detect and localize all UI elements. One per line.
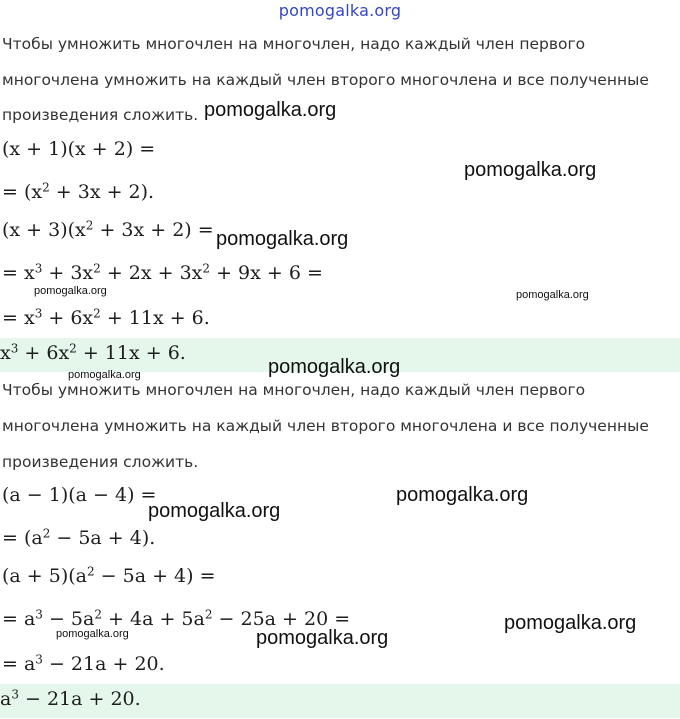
- site-link[interactable]: pomogalka.org: [278, 1, 402, 20]
- watermark: pomogalka.org: [148, 500, 281, 522]
- math-step: (a − 1)(a − 4) =: [2, 484, 157, 506]
- math-step: = $a^3 - 5a^2 + 4a + 5a^2 - 25a + 20$ =: [2, 607, 351, 630]
- answer-text: $a^3 - 21a + 20$.: [0, 687, 141, 710]
- math-step: = $x^3 + 6x^2 + 11x + 6$.: [2, 306, 210, 329]
- math-step: = $(x^2 + 3x + 2)$.: [2, 180, 155, 203]
- watermark: pomogalka.org: [504, 612, 637, 634]
- watermark: pomogalka.org: [34, 285, 107, 297]
- answer-text: $x^3 + 6x^2 + 11x + 6$.: [0, 341, 186, 364]
- rule-line: многочлена умножить на каждый член второго многочлена и все полученные: [2, 71, 649, 89]
- rule-line: произведения сложить.: [2, 106, 199, 124]
- math-step: = $(a^2 - 5a + 4)$.: [2, 526, 156, 549]
- math-step: $(x + 3)(x^2 + 3x + 2)$ =: [2, 218, 214, 241]
- rule-line: многочлена умножить на каждый член второго многочлена и все полученные: [2, 417, 649, 435]
- watermark: pomogalka.org: [216, 228, 349, 250]
- rule-line: произведения сложить.: [2, 453, 199, 471]
- math-step: = $a^3 - 21a + 20$.: [2, 652, 165, 675]
- watermark: pomogalka.org: [204, 99, 337, 121]
- watermark: pomogalka.org: [268, 356, 401, 378]
- watermark: pomogalka.org: [68, 369, 141, 381]
- watermark: pomogalka.org: [516, 289, 589, 301]
- math-step: $(a + 5)(a^2 - 5a + 4)$ =: [2, 564, 216, 587]
- math-step: = $x^3 + 3x^2 + 2x + 3x^2 + 9x + 6$ =: [2, 261, 323, 284]
- watermark: pomogalka.org: [464, 159, 597, 181]
- watermark: pomogalka.org: [396, 484, 529, 506]
- rule-line: Чтобы умножить многочлен на многочлен, надо каждый член первого: [2, 35, 586, 53]
- watermark: pomogalka.org: [56, 628, 129, 640]
- math-step: (x + 1)(x + 2) =: [2, 138, 156, 160]
- rule-line: Чтобы умножить многочлен на многочлен, надо каждый член первого: [2, 381, 586, 399]
- watermark: pomogalka.org: [256, 627, 389, 649]
